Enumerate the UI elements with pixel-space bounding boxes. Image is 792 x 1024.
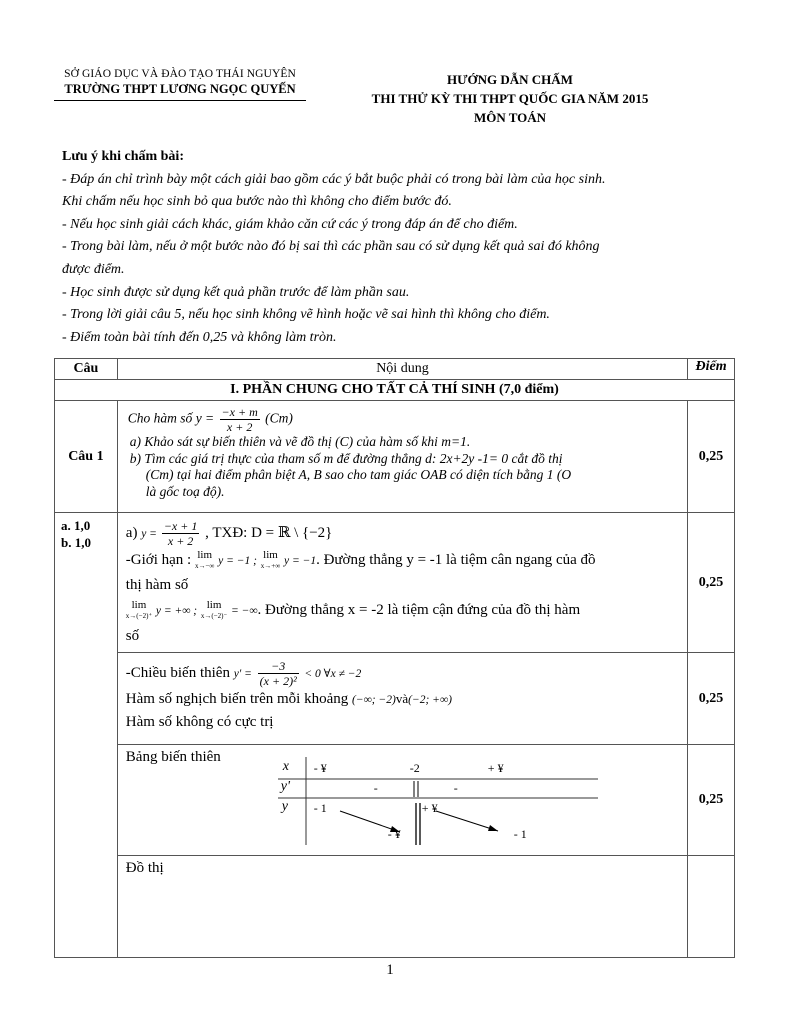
note-line: - Trong bài làm, nếu ở một bước nào đó bị sai thì các phần sau có sử dụng kết quả sai đó không xyxy=(62,239,600,255)
q1-part-a: a) Khảo sát sự biến thiên và vẽ đồ thị (C) của hàm số khi m=1. xyxy=(129,434,471,449)
vt-x-plus-inf: + ¥ xyxy=(487,761,504,775)
q1-part-b: b) Tìm các giá trị thực của tham số m để đường thẳng d: 2x+2y -1= 0 cắt đồ thị xyxy=(129,450,563,466)
page-number: 1 xyxy=(386,962,394,978)
note-line: - Đáp án chỉ trình bày một cách giải bao gồm các ý bắt buộc phải có trong bài làm của học sinh. xyxy=(62,171,606,187)
row4-score xyxy=(688,856,735,958)
question-row xyxy=(55,401,735,513)
col-header-noidung: Nội dung xyxy=(117,359,687,380)
row1-score: 0,25 xyxy=(688,513,735,653)
ans-fraction xyxy=(162,519,200,548)
q1-cm: (Cm) xyxy=(265,410,293,426)
variation-table-title: Bảng biến thiên xyxy=(125,749,221,765)
limit-2-sub: x→+∞ xyxy=(260,561,281,570)
table-header-row xyxy=(55,359,735,380)
graph-function-text: thị hàm số xyxy=(125,577,189,593)
deriv-cond: < 0 ∀x ≠ −2 xyxy=(304,667,362,680)
limit-1-val: y = −1 ; xyxy=(218,555,258,567)
vt-y-left-bottom: - ¥ xyxy=(387,827,401,841)
q1-den: x + 2 xyxy=(226,420,253,434)
col-header-diem: Điểm xyxy=(688,359,735,380)
note-line: - Học sinh được sử dụng kết quả phần trước để làm phần sau. xyxy=(62,284,410,300)
deriv-label: y' = xyxy=(233,667,252,680)
q1-part-b-line3: là gốc toạ độ). xyxy=(145,483,225,499)
vt-yp-right: - xyxy=(453,781,458,795)
part-scores xyxy=(55,513,118,958)
header-left xyxy=(40,68,320,101)
limit-3: lim x→(−2)⁺ xyxy=(125,598,153,620)
q1-part-b-line2: (Cm) tại hai điểm phân biệt A, B sao cho tam giác OAB có diện tích bằng 1 (O xyxy=(145,467,572,482)
variation-table xyxy=(118,745,690,855)
dept-name: SỞ GIÁO DỤC VÀ ĐÀO TẠO THÁI NGUYÊN xyxy=(64,68,296,80)
subject-title: MÔN TOÁN xyxy=(473,110,547,125)
interval-1: (−∞; −2) xyxy=(352,694,396,706)
row2-score: 0,25 xyxy=(688,653,735,745)
vt-y-label: y xyxy=(281,799,289,814)
horizontal-asymptote-text: . Đường thẳng y = -1 là tiệm cân ngang của đồ xyxy=(316,552,596,568)
ans-txd: , TXĐ: D = ℝ \ {−2} xyxy=(205,524,333,541)
ans-prefix: a) xyxy=(125,524,138,541)
section-title: I. PHẦN CHUNG CHO TẤT CẢ THÍ SINH (7,0 điểm) xyxy=(55,380,735,401)
limit-2: lim x→+∞ xyxy=(260,548,281,570)
part-a-score: a. 1,0 xyxy=(61,518,91,533)
answer-row xyxy=(55,653,735,745)
ans-den: x + 2 xyxy=(167,534,194,548)
grading-notes xyxy=(62,146,742,349)
vt-arrow-right xyxy=(436,811,498,831)
ans-num: −x + 1 xyxy=(163,519,198,533)
part-b-score: b. 1,0 xyxy=(61,535,91,550)
doc-title: HƯỚNG DẪN CHẤM xyxy=(447,72,573,87)
note-line: Khi chấm nếu học sinh bỏ qua bước nào thì không cho điểm bước đó. xyxy=(62,194,452,210)
answer-row xyxy=(55,856,735,958)
answer-row xyxy=(55,745,735,856)
vt-x-minus-2: -2 xyxy=(409,761,420,775)
and-text: và xyxy=(395,691,409,706)
no-extrema-text: Hàm số không có cực trị xyxy=(125,714,274,730)
vt-y-mid-top: + ¥ xyxy=(421,801,438,815)
q1-num: −x + m xyxy=(221,405,258,419)
limit-3-val: y = +∞ ; xyxy=(155,605,198,617)
note-line: được điểm. xyxy=(62,261,125,277)
graph-cell xyxy=(117,856,687,958)
note-line: - Điểm toàn bài tính đến 0,25 và không làm tròn. xyxy=(62,329,337,345)
limit-1: lim x→−∞ xyxy=(194,548,215,570)
monotonic-label: -Chiều biến thiên xyxy=(125,664,230,681)
limit-1-sub: x→−∞ xyxy=(194,561,215,570)
header-divider xyxy=(54,100,306,101)
answer-table xyxy=(54,358,735,958)
vt-arrow-right-head xyxy=(488,825,498,831)
note-line: - Nếu học sinh giải cách khác, giám khảo căn cứ các ý trong đáp án để cho điểm. xyxy=(62,216,518,232)
so-text: số xyxy=(125,628,140,644)
limits-label: -Giới hạn : xyxy=(125,552,192,568)
vt-y-left-top: - 1 xyxy=(313,801,327,815)
vt-y-right-bottom: - 1 xyxy=(513,827,527,841)
notes-title: Lưu ý khi chấm bài: xyxy=(62,149,184,164)
deriv-num: −3 xyxy=(258,659,299,674)
answer-limits: a) y = $\frac{-x + 1}{x + 2}$ , TXĐ: D = ℝ \ {−2} -Giới hạn : lim x→−∞ y = −1 ; lim x→+∞ y = −1. Đường thẳng y = -1 là tiệm cân ngang của đồ thị hàm số lim x→(−2)⁺ y = +∞ ; lim x→(−2)⁻ = −∞. Đường thẳng x = -2 là tiệm cận đứng của đồ thị hàm số xyxy=(117,513,687,653)
limit-4-val: = −∞ xyxy=(230,605,258,617)
section-row xyxy=(55,380,735,401)
deriv-fraction xyxy=(258,659,299,688)
col-header-cau: Câu xyxy=(55,359,118,380)
question-content: Cho hàm số y = $\frac{-x + m}{x + 2}$ (Cm) a) Khảo sát sự biến thiên và vẽ đồ thị (C) của hàm số khi m=1. b) Tìm các giá trị thực của tham số m để đường thẳng d: 2x+2y -1= 0 cắt đồ thị (Cm) tại hai điểm phân biệt A, B sao cho tam giác OAB có diện tích bằng 1 (O là gốc toạ độ). xyxy=(117,401,687,513)
row3-score: 0,25 xyxy=(688,745,735,856)
answer-monotonic xyxy=(117,653,687,745)
decreasing-text: Hàm số nghịch biến trên mỗi khoảng xyxy=(125,691,349,707)
deriv-den: (x + 2)² xyxy=(259,674,297,688)
answer-row xyxy=(55,513,735,653)
header-right xyxy=(330,70,690,127)
exam-title: THI THỬ KỲ THI THPT QUỐC GIA NĂM 2015 xyxy=(371,91,649,106)
q1-intro: Cho hàm số xyxy=(127,410,193,426)
question-label: Câu 1 xyxy=(55,401,118,513)
vertical-asymptote-text: . Đường thẳng x = -2 là tiệm cận đứng của đồ thị hàm xyxy=(257,602,581,618)
vt-x-label: x xyxy=(282,759,290,774)
limit-3-sub: x→(−2)⁺ xyxy=(125,611,153,620)
school-name: TRƯỜNG THPT LƯƠNG NGỌC QUYẾN xyxy=(64,82,296,96)
note-line: - Trong lời giải câu 5, nếu học sinh không vẽ hình hoặc vẽ sai hình thì không cho điểm. xyxy=(62,307,550,323)
interval-2: (−2; +∞) xyxy=(408,694,452,706)
vt-x-minus-inf: - ¥ xyxy=(313,761,327,775)
limit-4-sub: x→(−2)⁻ xyxy=(200,611,228,620)
vt-yp-label: y' xyxy=(280,779,291,794)
graph-title: Đồ thị xyxy=(125,860,164,876)
question-score: 0,25 xyxy=(688,401,735,513)
variation-table-cell xyxy=(117,745,687,856)
limit-2-val: y = −1 xyxy=(283,555,317,567)
limit-4: lim x→(−2)⁻ xyxy=(200,598,228,620)
vt-yp-left: - xyxy=(373,781,378,795)
q1-fraction xyxy=(220,405,260,434)
